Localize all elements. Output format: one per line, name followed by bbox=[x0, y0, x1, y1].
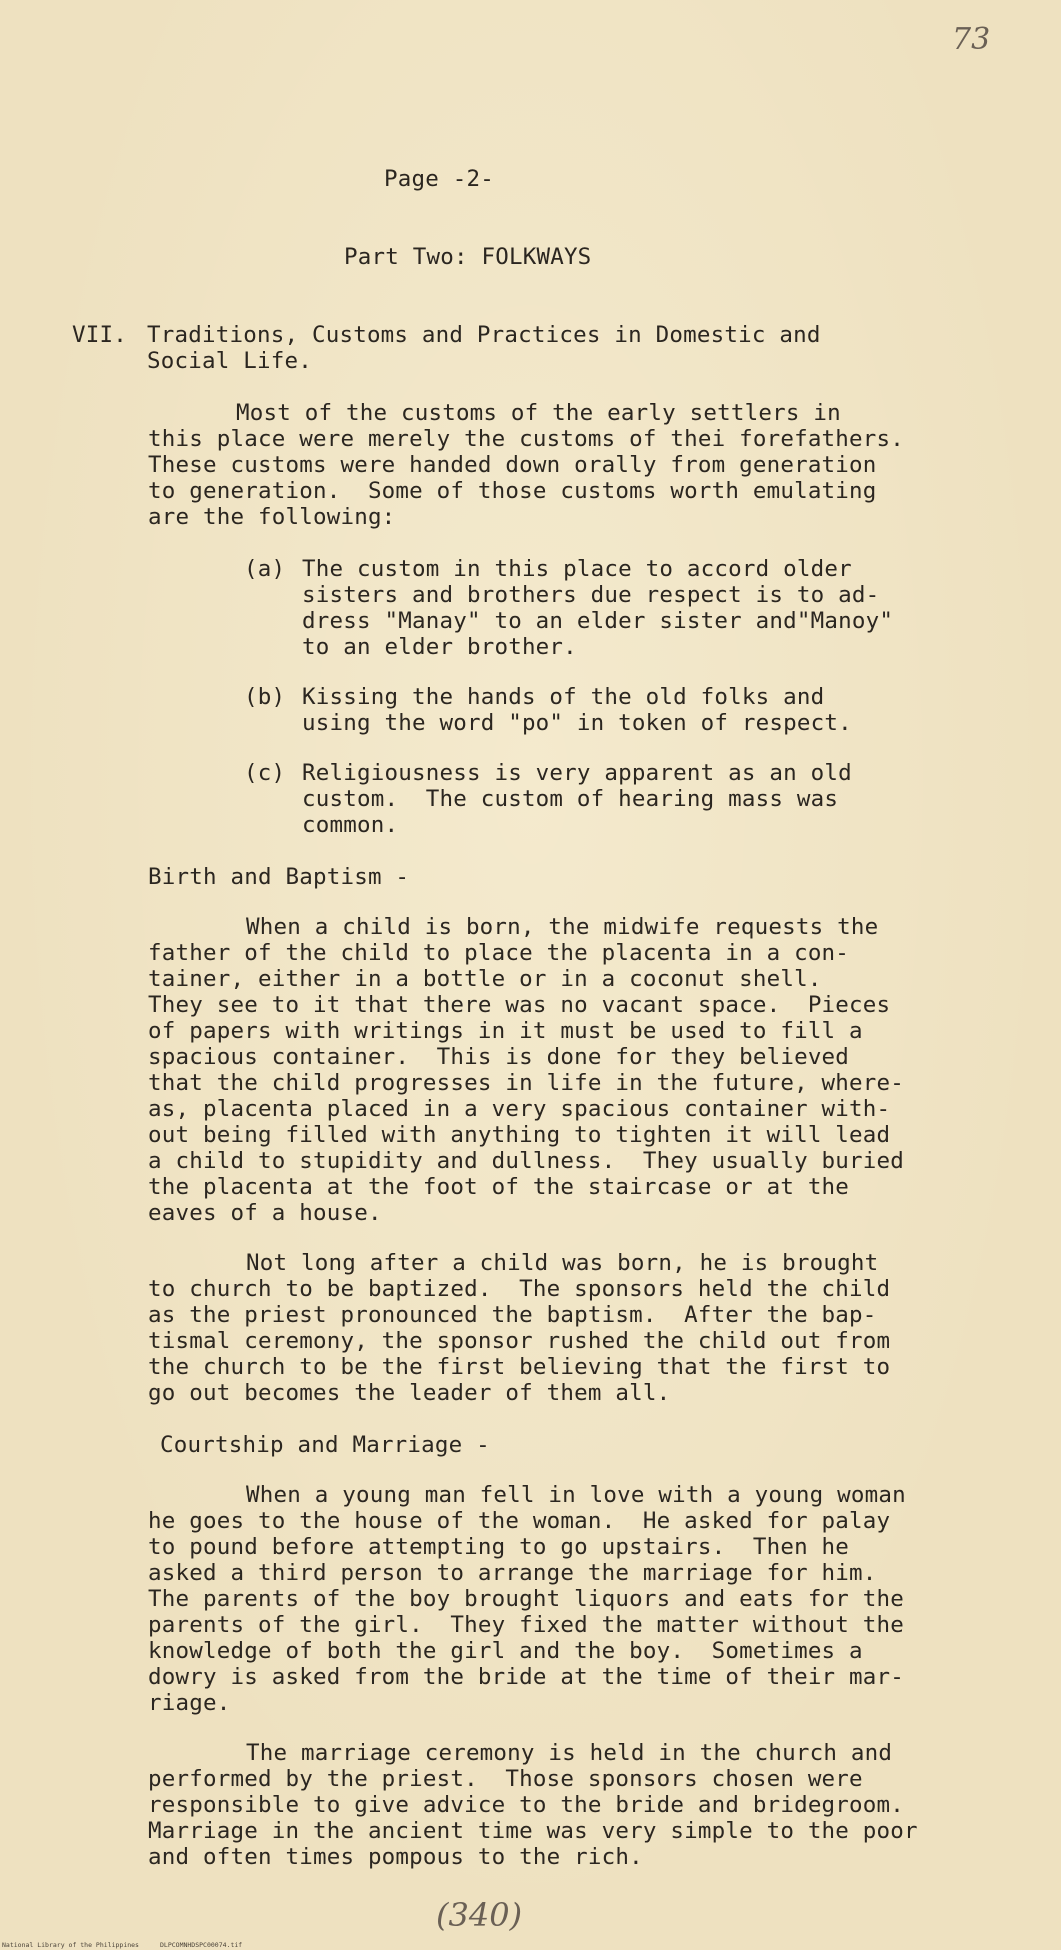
text-line: dress "Manay" to an elder sister and"Manoy" bbox=[302, 608, 894, 634]
section-title-line-1: Traditions, Customs and Practices in Domestic and bbox=[147, 322, 821, 348]
text-line: Marriage in the ancient time was very simple to the poor bbox=[148, 1818, 918, 1844]
text-line: the church to be the first believing that the first to bbox=[148, 1354, 891, 1380]
text-line: eaves of a house. bbox=[148, 1200, 382, 1226]
text-line: that the child progresses in life in the future, where- bbox=[148, 1070, 905, 1096]
footer-library: National Library of the Philippines bbox=[2, 1941, 139, 1949]
text-line: to pound before attempting to go upstairs. Then he bbox=[148, 1534, 850, 1560]
text-line: of papers with writings in it must be used to fill a bbox=[148, 1018, 863, 1044]
text-line: parents of the girl. They fixed the matter without the bbox=[148, 1612, 905, 1638]
text-line: These customs were handed down orally from generation bbox=[148, 452, 877, 478]
text-line: are the following: bbox=[148, 504, 396, 530]
text-line: Not long after a child was born, he is brought bbox=[246, 1250, 879, 1276]
footer-file: DLPCOMNHDSPC00074.tif bbox=[160, 1941, 243, 1949]
text-line: to church to be baptized. The sponsors held the child bbox=[148, 1276, 891, 1302]
text-line: go out becomes the leader of them all. bbox=[148, 1380, 671, 1406]
text-line: responsible to give advice to the bride and bridegroom. bbox=[148, 1792, 905, 1818]
text-line: to generation. Some of those customs worth emulating bbox=[148, 478, 877, 504]
text-line: Most of the customs of the early settlers in bbox=[236, 400, 841, 426]
list-marker: (b) bbox=[244, 684, 286, 710]
text-line: father of the child to place the placenta in a con- bbox=[148, 940, 850, 966]
text-line: Kissing the hands of the old folks and bbox=[302, 684, 825, 710]
section-title-line-2: Social Life. bbox=[147, 348, 312, 374]
text-line: the placenta at the foot of the staircase or at the bbox=[148, 1174, 850, 1200]
text-line: common. bbox=[302, 812, 399, 838]
text-line: tismal ceremony, the sponsor rushed the child out from bbox=[148, 1328, 891, 1354]
page-label: Page -2- bbox=[384, 166, 494, 192]
list-marker: (a) bbox=[244, 556, 286, 582]
text-line: They see to it that there was no vacant space. Pieces bbox=[148, 992, 891, 1018]
text-line: as the priest pronounced the baptism. After the bap- bbox=[148, 1302, 877, 1328]
text-line: to an elder brother. bbox=[302, 634, 577, 660]
text-line: this place were merely the customs of thei forefathers. bbox=[148, 426, 905, 452]
text-line: The parents of the boy brought liquors and eats for the bbox=[148, 1586, 905, 1612]
text-line: dowry is asked from the bride at the time of their mar- bbox=[148, 1664, 905, 1690]
text-line: performed by the priest. Those sponsors chosen were bbox=[148, 1766, 863, 1792]
text-line: spacious container. This is done for they believed bbox=[148, 1044, 850, 1070]
text-line: knowledge of both the girl and the boy. Sometimes a bbox=[148, 1638, 863, 1664]
courtship-heading: Courtship and Marriage - bbox=[160, 1432, 490, 1458]
text-line: The marriage ceremony is held in the church and bbox=[246, 1740, 893, 1766]
text-line: When a child is born, the midwife requests the bbox=[246, 914, 879, 940]
text-line: custom. The custom of hearing mass was bbox=[302, 786, 839, 812]
text-line: as, placenta placed in a very spacious container with- bbox=[148, 1096, 891, 1122]
text-line: a child to stupidity and dullness. They usually buried bbox=[148, 1148, 905, 1174]
text-line: When a young man fell in love with a young woman bbox=[246, 1482, 906, 1508]
text-line: riage. bbox=[148, 1690, 231, 1716]
text-line: using the word "po" in token of respect. bbox=[302, 710, 852, 736]
part-title: Part Two: FOLKWAYS bbox=[344, 244, 592, 270]
section-numeral: VII. bbox=[72, 322, 127, 348]
corner-page-number: 73 bbox=[952, 22, 991, 57]
text-line: asked a third person to arrange the marriage for him. bbox=[148, 1560, 877, 1586]
text-line: sisters and brothers due respect is to ad- bbox=[302, 582, 880, 608]
text-line: Religiousness is very apparent as an old bbox=[302, 760, 852, 786]
text-line: tainer, either in a bottle or in a coconut shell. bbox=[148, 966, 822, 992]
text-line: out being filled with anything to tighten it will lead bbox=[148, 1122, 891, 1148]
handwritten-page-number: (340) bbox=[436, 1896, 523, 1934]
text-line: The custom in this place to accord older bbox=[302, 556, 852, 582]
text-line: and often times pompous to the rich. bbox=[148, 1844, 643, 1870]
list-marker: (c) bbox=[244, 760, 286, 786]
text-line: he goes to the house of the woman. He asked for palay bbox=[148, 1508, 891, 1534]
birth-heading: Birth and Baptism - bbox=[148, 864, 410, 890]
